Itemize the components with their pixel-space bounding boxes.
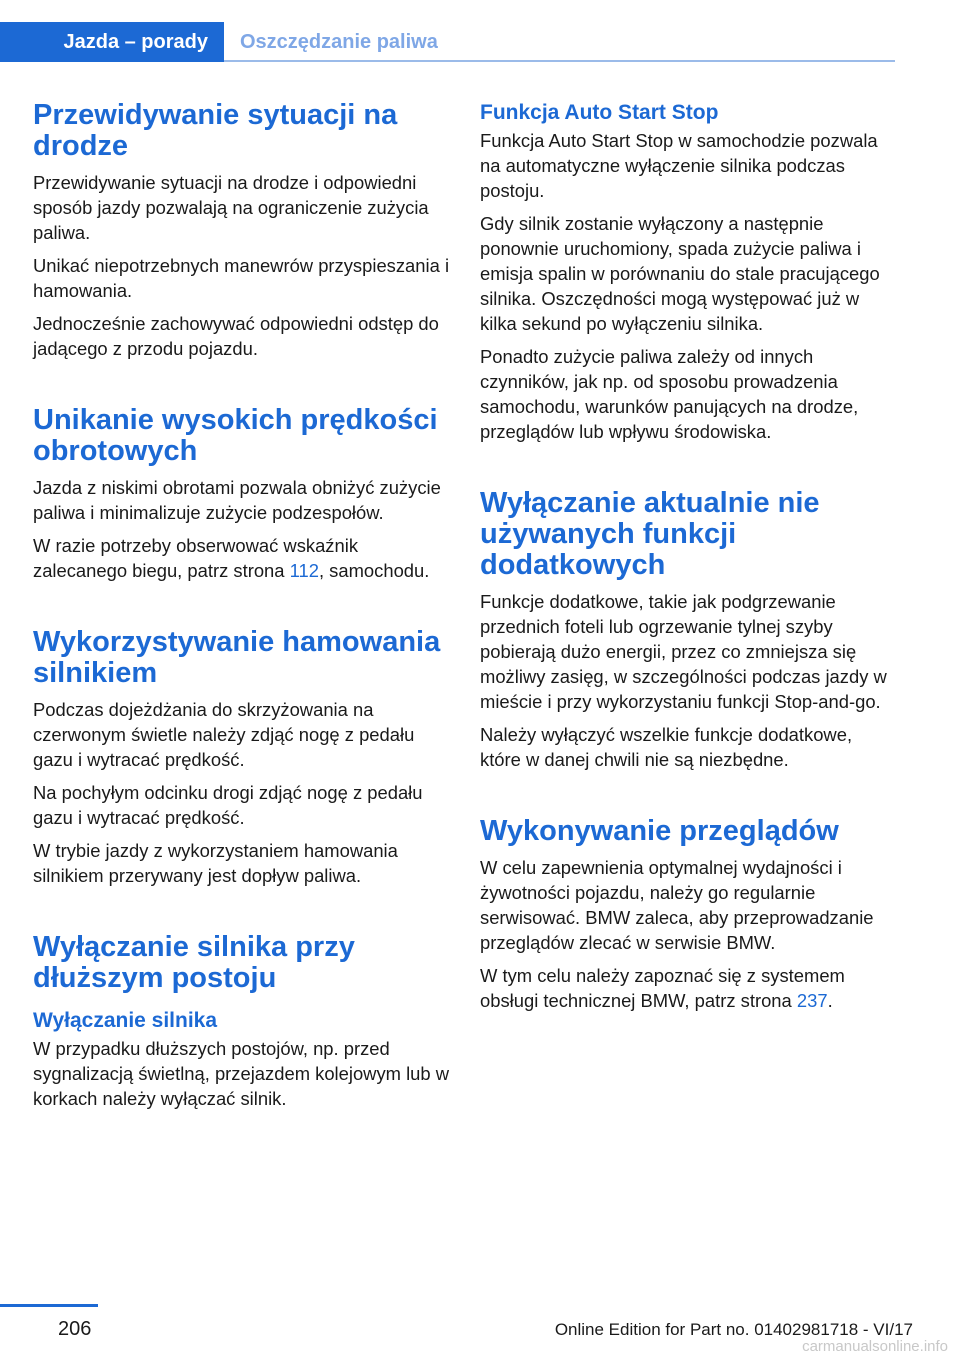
edition-info: Online Edition for Part no. 01402981718 - VI/17 <box>554 1320 913 1339</box>
paragraph: Na pochyłym odcinku drogi zdjąć nogę z pedału gazu i wytracać prędkość. <box>33 782 423 828</box>
heading-extra-functions: Wyłączanie aktualnie nie używanych funkcji dodatkowych <box>480 487 820 581</box>
paragraph: Ponadto zużycie paliwa zależy od innych czynników, jak np. od sposobu prowadzenia samochodu, warunków panujących na drodze, przeglądów lub wpływu środowiska. <box>480 346 859 442</box>
paragraph: W celu zapewnienia optymalnej wydajności i żywotności pojazdu, należy go regularnie serwisować. BMW zaleca, aby przeprowadzanie przeglądów zlecać w serwisie BMW. <box>480 857 874 953</box>
paragraph: Gdy silnik zostanie wyłączony a następnie ponownie uruchomiony, spada zużycie paliwa i emisja spalin w porównaniu do stale pracującego silnika. Oszczędności mogą występować już w kilka sekund po wyłączeniu silnika. <box>480 213 880 334</box>
page-link-237[interactable]: 237 <box>796 990 828 1011</box>
paragraph: Unikać niepotrzebnych manewrów przyspieszania i hamowania. <box>33 255 450 301</box>
chapter-label: Jazda – porady <box>63 30 208 53</box>
left-column <box>33 100 451 1119</box>
heading-avoid-high-rpm: Unikanie wysokich prędkości obrotowych <box>33 404 438 467</box>
paragraph-with-link <box>480 963 898 1013</box>
chapter-tab[interactable] <box>0 22 224 62</box>
page-link-112[interactable]: 112 <box>289 560 319 581</box>
paragraph: Jazda z niskimi obrotami pozwala obniżyć zużycie paliwa i minimalizuje zużycie podzespołów. <box>33 477 441 523</box>
text: W razie potrzeby obserwować wskaźnik zalecanego biegu, patrz strona <box>33 535 359 581</box>
paragraph: Funkcja Auto Start Stop w samochodzie pozwala na automatyczne wyłączenie silnika podczas postoju. <box>480 130 878 201</box>
paragraph: W przypadku dłuższych postojów, np. przed sygnalizacją świetlną, przejazdem kolejowym lub w korkach należy wyłączać silnik. <box>33 1038 450 1109</box>
heading-service: Wykonywanie przeglądów <box>480 815 839 847</box>
paragraph: Funkcje dodatkowe, takie jak podgrzewanie przednich foteli lub ogrzewanie tylnej szyby pobierają dużo energii, przez co zmniejsza się możliwy zasięg, w szczególności podczas jazdy w mieście i przy wykorzystaniu funkcji Stop-and-go. <box>480 591 887 712</box>
section-label: Oszczędzanie paliwa <box>240 30 438 53</box>
watermark: carmanualsonline.info <box>802 1338 948 1355</box>
paragraph: Należy wyłączyć wszelkie funkcje dodatkowe, które w danej chwili nie są niezbędne. <box>480 724 853 770</box>
heading-engine-off: Wyłączanie silnika przy dłuższym postoju <box>33 931 355 994</box>
paragraph: Przewidywanie sytuacji na drodze i odpowiedni sposób jazdy pozwalają na ograniczenie zużycia paliwa. <box>33 172 429 243</box>
page-header <box>0 0 895 62</box>
text: . <box>827 990 833 1011</box>
subheading-engine-off: Wyłączanie silnika <box>33 1009 218 1032</box>
subheading-auto-start-stop: Funkcja Auto Start Stop <box>480 101 719 124</box>
paragraph-with-link <box>33 533 451 583</box>
text: , samochodu. <box>318 560 430 581</box>
right-column <box>480 100 898 1021</box>
heading-engine-braking: Wykorzystywanie hamowania silnikiem <box>33 626 441 689</box>
section-tab[interactable] <box>240 22 438 62</box>
text: W tym celu należy zapoznać się z systemem obsługi technicznej BMW, patrz strona <box>480 965 845 1011</box>
paragraph: Jednocześnie zachowywać odpowiedni odstęp do jadącego z przodu pojazdu. <box>33 313 439 359</box>
footer-divider <box>0 1304 98 1307</box>
paragraph: W trybie jazdy z wykorzystaniem hamowania silnikiem przerywany jest dopływ paliwa. <box>33 840 398 886</box>
paragraph: Podczas dojeżdżania do skrzyżowania na czerwonym świetle należy zdjąć nogę z pedału gazu i wytracać prędkość. <box>33 699 415 770</box>
header-divider <box>224 60 895 62</box>
page-number: 206 <box>58 1318 92 1340</box>
heading-anticipation: Przewidywanie sytuacji na drodze <box>33 99 398 162</box>
